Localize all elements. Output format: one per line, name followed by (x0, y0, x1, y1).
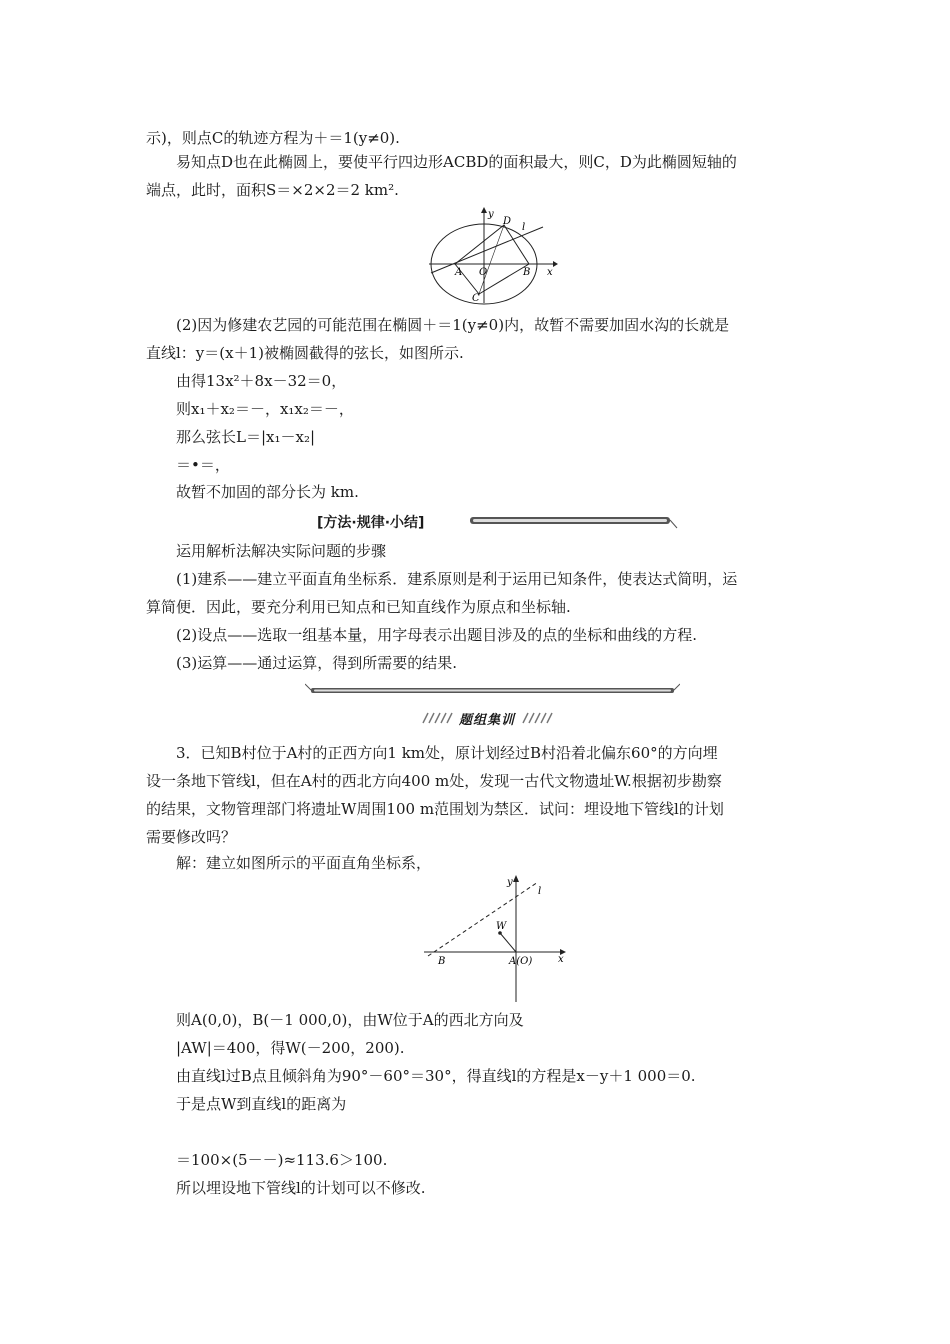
fig1-y-label: y (488, 209, 494, 220)
method-line: 算简便．因此，要充分利用已知点和已知直线作为原点和坐标轴. (146, 598, 571, 616)
fig2-w-label: W (496, 921, 507, 932)
fig1-l-label: l (522, 222, 526, 233)
method-line: (3)运算——通过运算，得到所需要的结果. (176, 654, 458, 672)
method-title: [方法·规律·小结] (315, 512, 426, 532)
text-line: 由得13x²＋8x－32＝0， (176, 372, 347, 390)
text-line: 示)，则点C的轨迹方程为＋＝1(y≠0). (146, 129, 400, 147)
ellipse-figure (425, 205, 560, 305)
method-line: 运用解析法解决实际问题的步骤 (176, 542, 387, 560)
text-line: 易知点D也在此椭圆上，要使平行四边形ACBD的面积最大，则C，D为此椭圆短轴的 (176, 153, 737, 171)
text-line: 那么弦长L＝|x₁－x₂| (176, 428, 316, 446)
fig1-c-label: C (472, 293, 480, 304)
solution-line: 所以埋设地下管线l的计划可以不修改. (176, 1179, 426, 1197)
text-line: 端点，此时，面积S＝×2×2＝2 km². (146, 181, 399, 199)
problem-line: 设一条地下管线l，但在A村的西北方向400 m处，发现一古代文物遗址W.根据初步勘察 (146, 772, 722, 790)
fig1-d-label: D (503, 216, 512, 227)
text-line: 故暂不加固的部分长为 km. (176, 483, 359, 501)
group-title: 题组集训 (459, 713, 516, 728)
text-line: 则x₁＋x₂＝－，x₁x₂＝－， (176, 400, 354, 418)
fig1-o-label: O (479, 267, 488, 278)
solution-line: |AW|＝400，得W(－200，200). (176, 1039, 405, 1057)
text-line: 直线l：y＝(x＋1)被椭圆截得的弦长，如图所示. (146, 344, 464, 362)
solution-line: ＝100×(5－－)≈113.6＞100. (176, 1151, 388, 1169)
problem-line: 需要修改吗？ (146, 828, 237, 846)
fig1-a-label: A (455, 267, 463, 278)
solution-line: 则A(0,0)，B(－1 000,0)，由W位于A的西北方向及 (176, 1011, 524, 1029)
fig2-x-label: x (558, 954, 564, 965)
problem-line: 解：建立如图所示的平面直角坐标系， (176, 854, 432, 872)
fig2-l-label: l (538, 886, 542, 897)
problem-line: 的结果，文物管理部门将遗址W周围100 m范围划为禁区．试问：埋设地下管线l的计划 (146, 800, 724, 818)
coordinate-figure (420, 872, 570, 1004)
fig1-x-label: x (547, 267, 553, 278)
problem-line: 3．已知B村位于A村的正西方向1 km处，原计划经过B村沿着北偏东60°的方向埋 (176, 744, 718, 762)
solution-line: 于是点W到直线l的距离为 (176, 1095, 347, 1113)
solution-line: 由直线l过B点且倾斜角为90°－60°＝30°，得直线l的方程是x－y＋1 000＝0. (176, 1067, 696, 1085)
text-line: (2)因为修建农艺园的可能范围在椭圆＋＝1(y≠0)内，故暂不需要加固水沟的长就是 (176, 316, 730, 334)
method-line: (1)建系——建立平面直角坐标系．建系原则是利于运用已知条件，使表达式简明，运 (176, 570, 738, 588)
text-line: ＝•＝， (176, 456, 230, 474)
fig2-b-label: B (438, 956, 446, 967)
method-footer-bar (305, 680, 680, 692)
method-line: (2)设点——选取一组基本量，用字母表示出题目涉及的点的坐标和曲线的方程. (176, 626, 698, 644)
fig2-y-label: y (507, 877, 513, 888)
fig1-b-label: B (523, 267, 531, 278)
fig2-a-label: A(O) (509, 956, 533, 967)
